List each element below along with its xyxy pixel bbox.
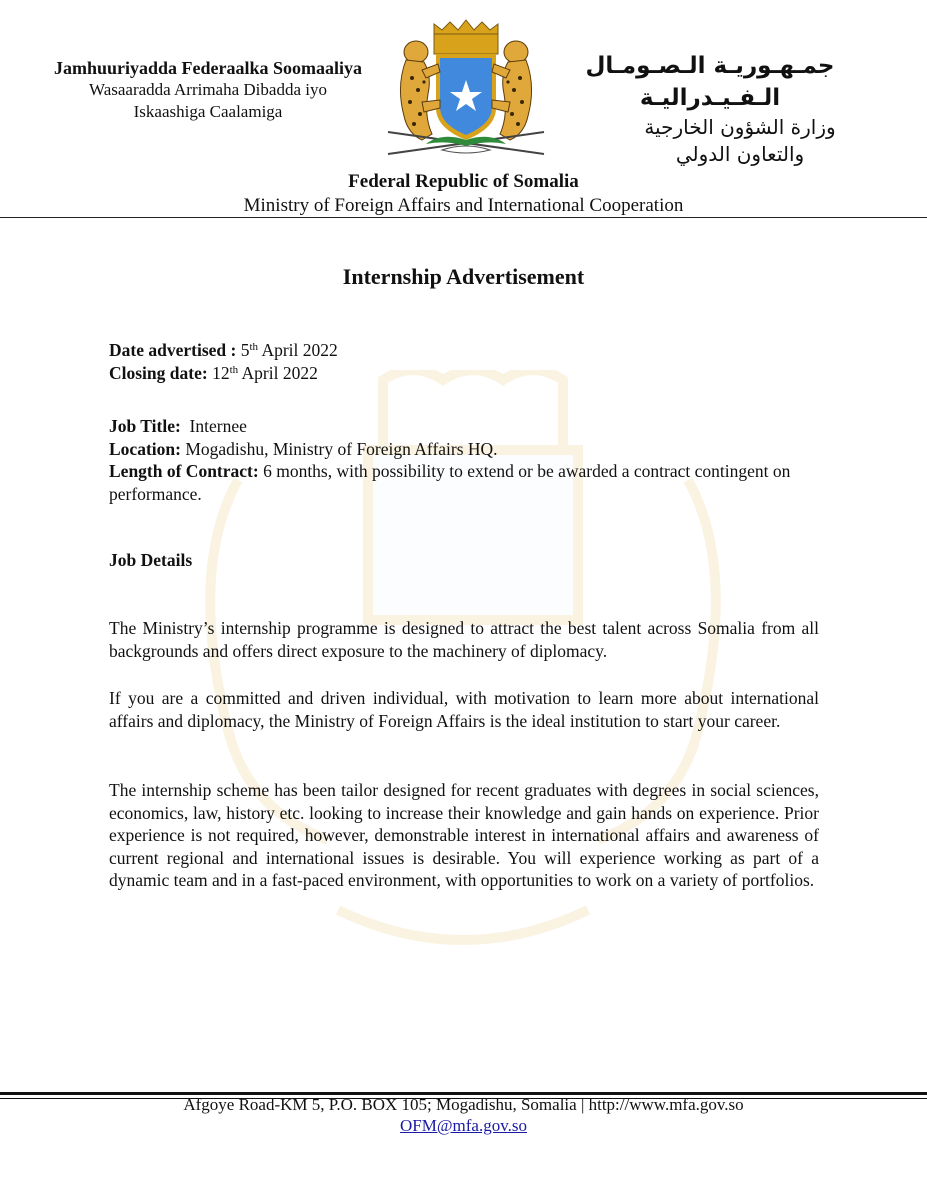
closing-date	[109, 362, 819, 385]
job-title-value: Internee	[189, 416, 247, 436]
date-advertised-rest: April 2022	[261, 340, 338, 360]
contract-row	[109, 460, 819, 505]
header-english-text	[0, 170, 927, 218]
footer	[0, 1094, 927, 1136]
dates-block	[109, 339, 819, 384]
job-details-heading	[109, 549, 819, 572]
header-right-line1: جمـهـوريـة الـصـومـال الـفـيـدراليـة	[585, 53, 835, 111]
job-info-block	[109, 415, 819, 505]
date-advertised-label: Date advertised :	[109, 340, 237, 360]
job-title-label: Job Title:	[109, 416, 181, 436]
contract-label: Length of Contract:	[109, 461, 259, 481]
header-center-line2: Ministry of Foreign Affairs and International Cooperation	[243, 195, 684, 216]
header-right-line3: والتعاون الدولي	[675, 142, 805, 166]
header-divider	[0, 217, 927, 218]
closing-date-day: 12	[212, 362, 230, 383]
header-left-line3: Iskaashiga Caalamiga	[133, 102, 283, 121]
header-right-line2: وزارة الشؤون الخارجية	[644, 115, 836, 139]
closing-date-suffix: th	[229, 363, 239, 376]
footer-email-link[interactable]: OFM@mfa.gov.so	[400, 1116, 527, 1135]
header-left-line2: Wasaaradda Arrimaha Dibadda iyo	[89, 80, 327, 99]
job-title-row	[109, 415, 819, 438]
date-advertised-suffix: th	[249, 341, 259, 353]
page-title: Internship Advertisement	[342, 264, 585, 289]
location-label: Location:	[109, 438, 181, 459]
location-row	[109, 438, 819, 461]
footer-address: Afgoye Road-KM 5, P.O. BOX 105; Mogadishu, Somalia | http://www.mfa.gov.so	[183, 1095, 744, 1114]
location-value: Mogadishu, Ministry of Foreign Affairs HQ.	[185, 438, 498, 459]
header-left-line1: Jamhuuriyadda Federaalka Soomaaliya	[53, 58, 363, 78]
closing-date-label: Closing date:	[109, 362, 208, 383]
header-arabic-text	[520, 50, 900, 168]
date-advertised	[109, 339, 819, 362]
details-paragraph-1: The Ministry’s internship programme is designed to attract the best talent across Somalia from all backgrounds and offers direct exposure to the machinery of diplomacy.	[109, 618, 819, 661]
details-paragraph-3: The internship scheme has been tailor designed for recent graduates with degrees in social sciences, economics, law, history etc. looking to increase their knowledge and gain hands on experience. Prior experience is not required, however, demonstrable interest in international affairs and awareness of current regional and international issues is desirable. You will experience working as part of a dynamic team and in a fast-paced environment, with opportunities to work on a variety of portfolios.	[109, 780, 819, 890]
header-center-line1: Federal Republic of Somalia	[348, 171, 579, 192]
closing-date-rest: April 2022	[241, 362, 318, 383]
header-somali-text	[0, 57, 416, 123]
details-paragraph-2: If you are a committed and driven individual, with motivation to learn more about international affairs and diplomacy, the Ministry of Foreign Affairs is the ideal institution to start your career.	[109, 688, 819, 731]
job-details-heading-text: Job Details	[109, 550, 193, 570]
date-advertised-day: 5	[240, 340, 250, 360]
contract-value: 6 months, with possibility to extend or be awarded a contract contingent on performance.	[109, 461, 791, 504]
